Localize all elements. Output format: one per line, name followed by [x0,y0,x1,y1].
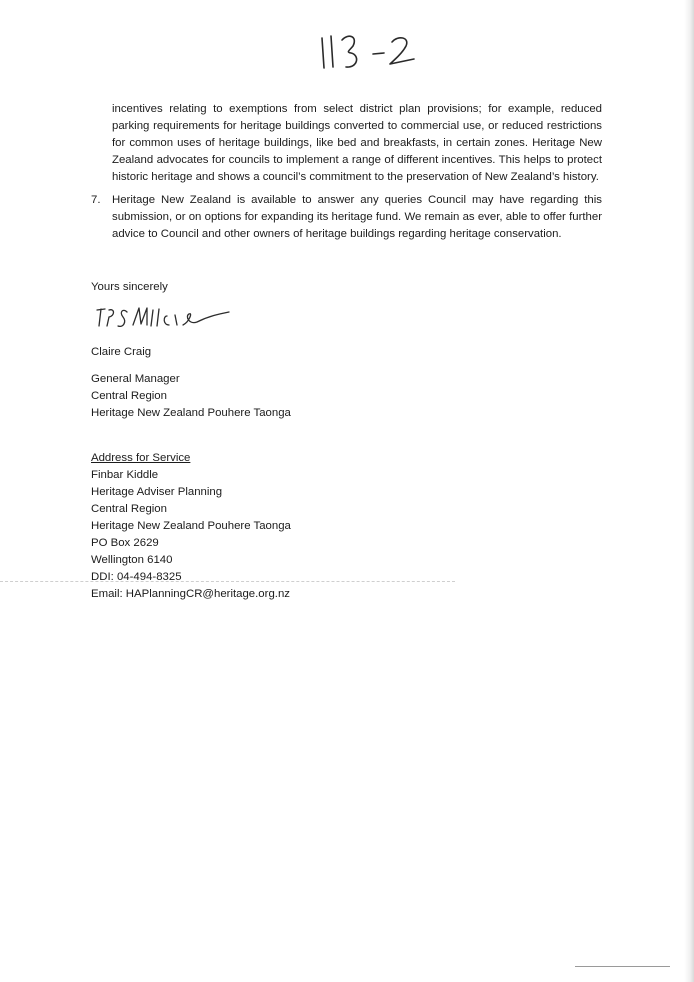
signatory-organisation: Heritage New Zealand Pouhere Taonga [91,407,291,419]
signatory-title: General Manager [91,373,180,385]
address-ddi-phone: DDI: 04-494-8325 [91,571,182,583]
address-city: Wellington 6140 [91,554,173,566]
paragraph-text: Heritage New Zealand is available to answer any queries Council may have regarding this submission, or on options for expanding its heritage fund. We remain as ever, able to offer further advice to Council and other owners of heritage buildings regarding heritage conservation. [112,194,602,240]
scan-artifact-mark [575,966,670,967]
address-contact-name: Finbar Kiddle [91,469,159,481]
signatory-name: Claire Craig [91,346,152,358]
handwritten-page-number [318,28,428,74]
address-for-service-heading: Address for Service [91,452,191,464]
address-contact-role: Heritage Adviser Planning [91,486,223,498]
signatory-region: Central Region [91,390,167,402]
scan-artifact-line [0,581,455,582]
continuation-paragraph: incentives relating to exemptions from select district plan provisions; for example, reduced parking requirements for heritage buildings converted to commercial use, or reduced restrictions for common uses of heritage buildings, like bed and breakfasts, in certain zones. Heritage New Zealand advocates for councils to implement a range of different incentives. This helps to protect historic heritage and shows a council’s commitment to the preservation of New Zealand’s history. [112,103,602,183]
scan-edge-shadow [684,0,694,982]
paragraph-number: 7. [91,194,101,206]
address-email: Email: HAPlanningCR@heritage.org.nz [91,588,290,600]
numbered-paragraph-7 [91,192,602,243]
address-region: Central Region [91,503,167,515]
closing-salutation: Yours sincerely [91,281,168,293]
signature-image [93,298,233,338]
address-po-box: PO Box 2629 [91,537,159,549]
address-organisation: Heritage New Zealand Pouhere Taonga [91,520,291,532]
